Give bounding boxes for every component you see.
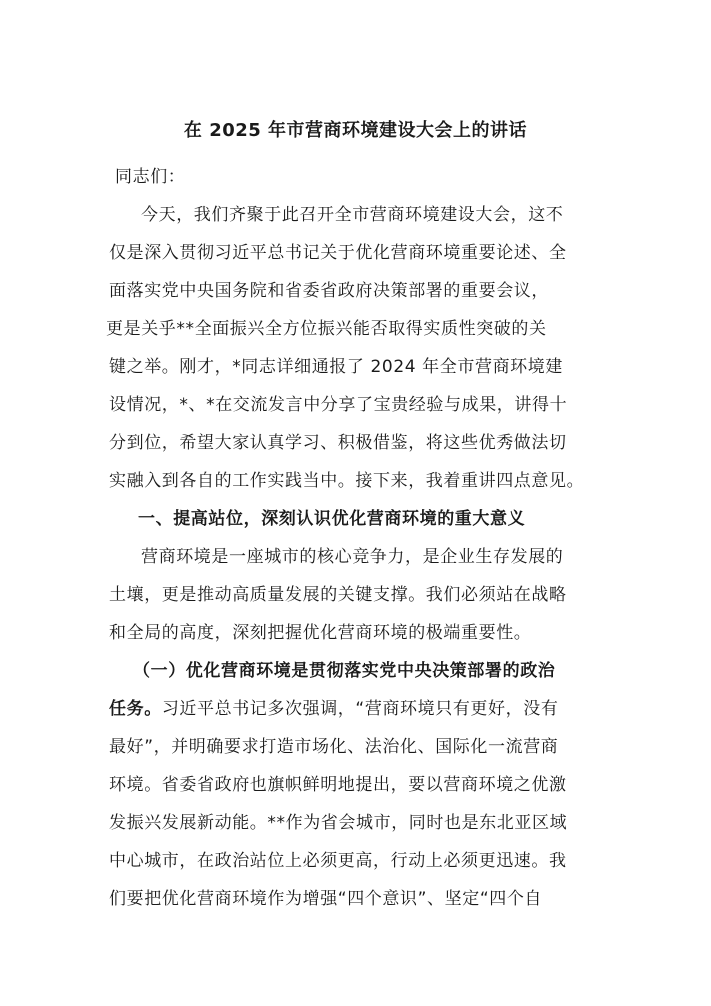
section-heading: 一、提高站位，深刻认识优化营商环境的重大意义	[138, 509, 526, 529]
paragraph-line: 土壤，更是推动高质量发展的关键支撑。我们必须站在战略	[109, 585, 567, 605]
subsection-heading: （一）优化营商环境是贯彻落实党中央决策部署的政治	[133, 661, 556, 681]
paragraph-line: 今天，我们齐聚于此召开全市营商环境建设大会，这不	[141, 205, 564, 225]
subsection-heading-tail: 任务。	[109, 699, 162, 719]
paragraph-line: 和全局的高度，深刻把握优化营商环境的极端重要性。	[109, 623, 532, 643]
salutation: 同志们：	[115, 167, 186, 187]
document-title: 在 2025 年市营商环境建设大会上的讲话	[183, 120, 528, 141]
paragraph-line: 中心城市，在政治站位上必须更高，行动上必须更迅速。我	[109, 851, 567, 871]
paragraph-line: 实融入到各自的工作实践当中。接下来，我着重讲四点意见。	[109, 471, 585, 491]
paragraph-line: 发振兴发展新动能。**作为省会城市，同时也是东北亚区域	[109, 813, 568, 833]
paragraph-line-mixed	[109, 698, 558, 720]
paragraph-line: 设情况，*、*在交流发言中分享了宝贵经验与成果，讲得十	[109, 395, 568, 415]
paragraph-line: 更是关乎**全面振兴全方位振兴能否取得实质性突破的关	[106, 319, 547, 339]
paragraph-line: 键之举。刚才，*同志详细通报了 2024 年全市营商环境建	[109, 357, 563, 377]
paragraph-line: 们要把优化营商环境作为增强“四个意识”、坚定“四个自	[109, 889, 543, 909]
paragraph-line: 营商环境是一座城市的核心竞争力，是企业生存发展的	[141, 547, 564, 567]
paragraph-line: 面落实党中央国务院和省委省政府决策部署的重要会议，	[109, 281, 549, 301]
paragraph-line: 环境。省委省政府也旗帜鲜明地提出，要以营商环境之优激	[109, 775, 567, 795]
paragraph-line: 最好”，并明确要求打造市场化、法治化、国际化一流营商	[109, 737, 559, 757]
paragraph-line: 分到位，希望大家认真学习、积极借鉴，将这些优秀做法切	[109, 433, 567, 453]
paragraph-text: 习近平总书记多次强调，“营商环境只有更好，没有	[161, 699, 559, 719]
paragraph-line: 仅是深入贯彻习近平总书记关于优化营商环境重要论述、全	[109, 243, 567, 263]
